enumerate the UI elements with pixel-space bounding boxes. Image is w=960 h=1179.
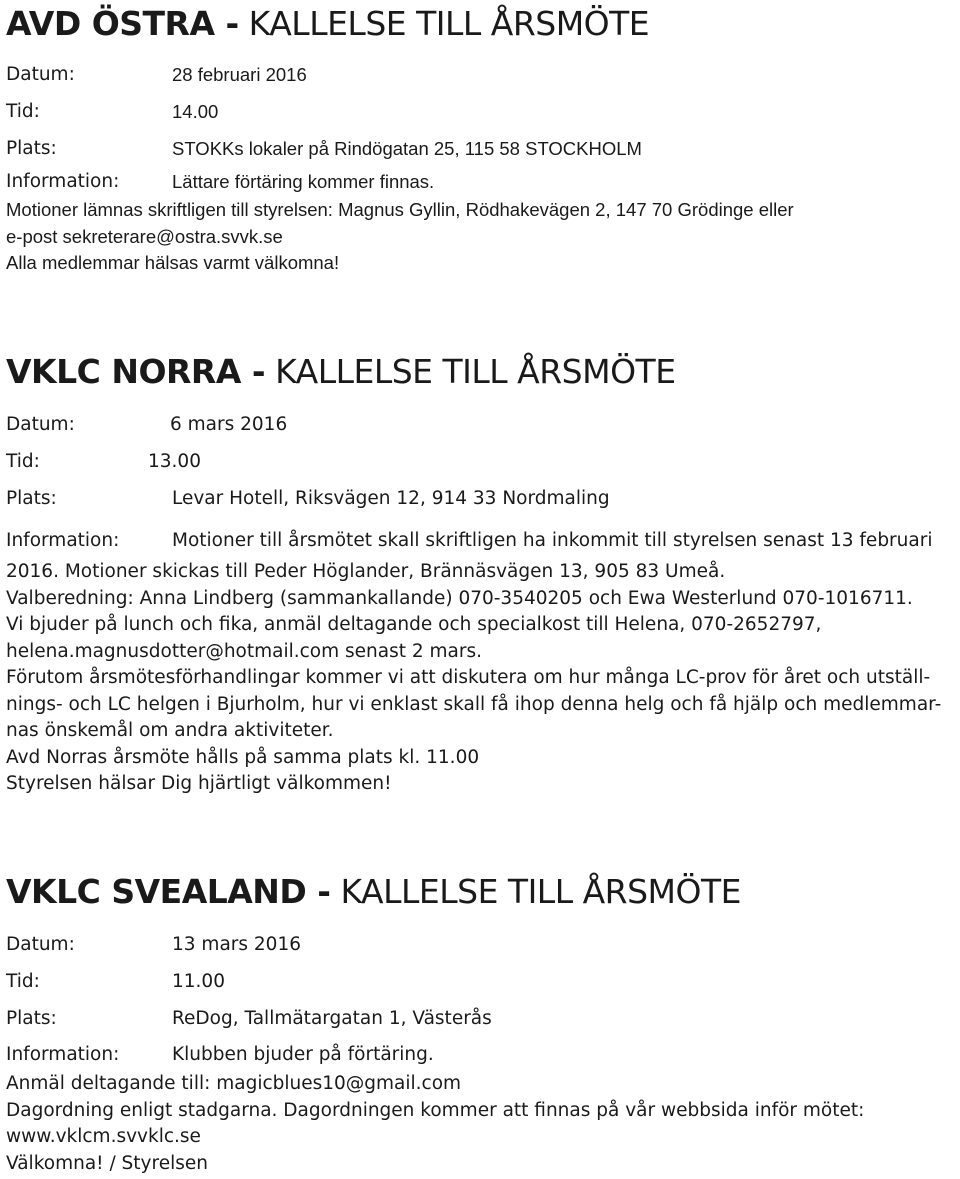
place-row	[6, 480, 956, 517]
date-label: Datum:	[6, 934, 75, 955]
date-value: 28 februari 2016	[172, 64, 307, 85]
title-org: AVD ÖSTRA -	[6, 4, 239, 43]
section-title	[6, 350, 956, 394]
place-label: Plats:	[6, 138, 57, 159]
body-line-email: helena.magnusdotter@hotmail.com senast 2 mars.	[6, 640, 483, 662]
time-value: 13.00	[148, 451, 201, 472]
time-row	[6, 93, 956, 130]
place-value: Levar Hotell, Riksvägen 12, 914 33 Nordmaling	[172, 488, 610, 509]
information-row	[6, 523, 956, 559]
title-heading: KALLELSE TILL ÅRSMÖTE	[330, 872, 741, 911]
information-value: Lättare förtäring kommer finnas.	[172, 171, 435, 192]
date-label: Datum:	[6, 64, 75, 85]
time-value: 14.00	[172, 101, 219, 122]
body-line: Förutom årsmötesförhandlingar kommer vi att diskutera om hur många LC-prov för året och utställ-	[6, 667, 931, 688]
body-line: 2016. Motioner skickas till Peder Höglander, Brännäsvägen 13, 905 83 Umeå.	[6, 561, 726, 582]
body-line: Avd Norras årsmöte hålls på samma plats kl. 11.00	[6, 746, 480, 768]
information-row	[6, 1039, 956, 1071]
body-line: Styrelsen hälsar Dig hjärtligt välkommen!	[6, 773, 392, 794]
time-row	[6, 443, 956, 480]
place-label: Plats:	[6, 1008, 57, 1029]
title-org: VKLC SVEALAND -	[6, 872, 331, 911]
information-value: Motioner till årsmötet skall skriftligen ha inkommit till styrelsen senast 13 februari	[172, 530, 933, 551]
time-label: Tid:	[6, 101, 40, 122]
body-line: nas önskemål om andra aktiviteter.	[6, 720, 334, 741]
time-row	[6, 963, 956, 1000]
title-heading: KALLELSE TILL ÅRSMÖTE	[265, 352, 676, 391]
place-label: Plats:	[6, 488, 57, 509]
place-row	[6, 1000, 956, 1037]
date-label: Datum:	[6, 414, 75, 435]
body-line: Alla medlemmar hälsas varmt välkomna!	[6, 252, 340, 273]
place-value: ReDog, Tallmätargatan 1, Västerås	[172, 1008, 492, 1029]
date-value: 13 mars 2016	[172, 934, 301, 955]
information-label: Information:	[6, 171, 120, 192]
date-row	[6, 56, 956, 93]
place-row	[6, 130, 956, 167]
body-line-website: www.vklcm.svvklc.se	[6, 1126, 201, 1147]
body-line: Valberedning: Anna Lindberg (sammankallande) 070-3540205 och Ewa Westerlund 070-1016711.	[6, 587, 913, 609]
information-value: Klubben bjuder på förtäring.	[172, 1044, 434, 1065]
section-avd-ostra	[6, 2, 956, 277]
section-title	[6, 870, 956, 914]
body-line-email: Anmäl deltagande till: magicblues10@gmail.com	[6, 1073, 462, 1094]
body-line: Motioner lämnas skriftligen till styrelsen: Magnus Gyllin, Rödhakevägen 2, 147 70 Grödinge eller	[6, 199, 794, 220]
date-row	[6, 406, 956, 443]
body-line-email: e-post sekreterare@ostra.svvk.se	[6, 225, 283, 247]
time-value: 11.00	[172, 971, 225, 992]
information-row	[6, 167, 956, 197]
title-heading: KALLELSE TILL ÅRSMÖTE	[238, 4, 650, 43]
date-value: 6 mars 2016	[170, 414, 288, 435]
information-label: Information:	[6, 530, 120, 551]
title-org: VKLC NORRA -	[6, 352, 266, 391]
information-label: Information:	[6, 1044, 120, 1065]
section-title	[6, 2, 956, 46]
body-line: Vi bjuder på lunch och fika, anmäl deltagande och specialkost till Helena, 070-2652797,	[6, 614, 822, 635]
body-line: Välkomna! / Styrelsen	[6, 1152, 208, 1174]
body-line: Dagordning enligt stadgarna. Dagordningen kommer att finnas på vår webbsida inför mötet:	[6, 1099, 865, 1121]
section-vklc-norra	[6, 350, 956, 798]
section-vklc-svealand	[6, 870, 956, 1177]
date-row	[6, 926, 956, 963]
place-value: STOKKs lokaler på Rindögatan 25, 115 58 STOCKHOLM	[172, 138, 642, 159]
time-label: Tid:	[6, 971, 40, 992]
body-line: nings- och LC helgen i Bjurholm, hur vi enklast skall få ihop denna helg och få hjälp och medlemmar-	[6, 693, 942, 715]
time-label: Tid:	[6, 451, 40, 472]
